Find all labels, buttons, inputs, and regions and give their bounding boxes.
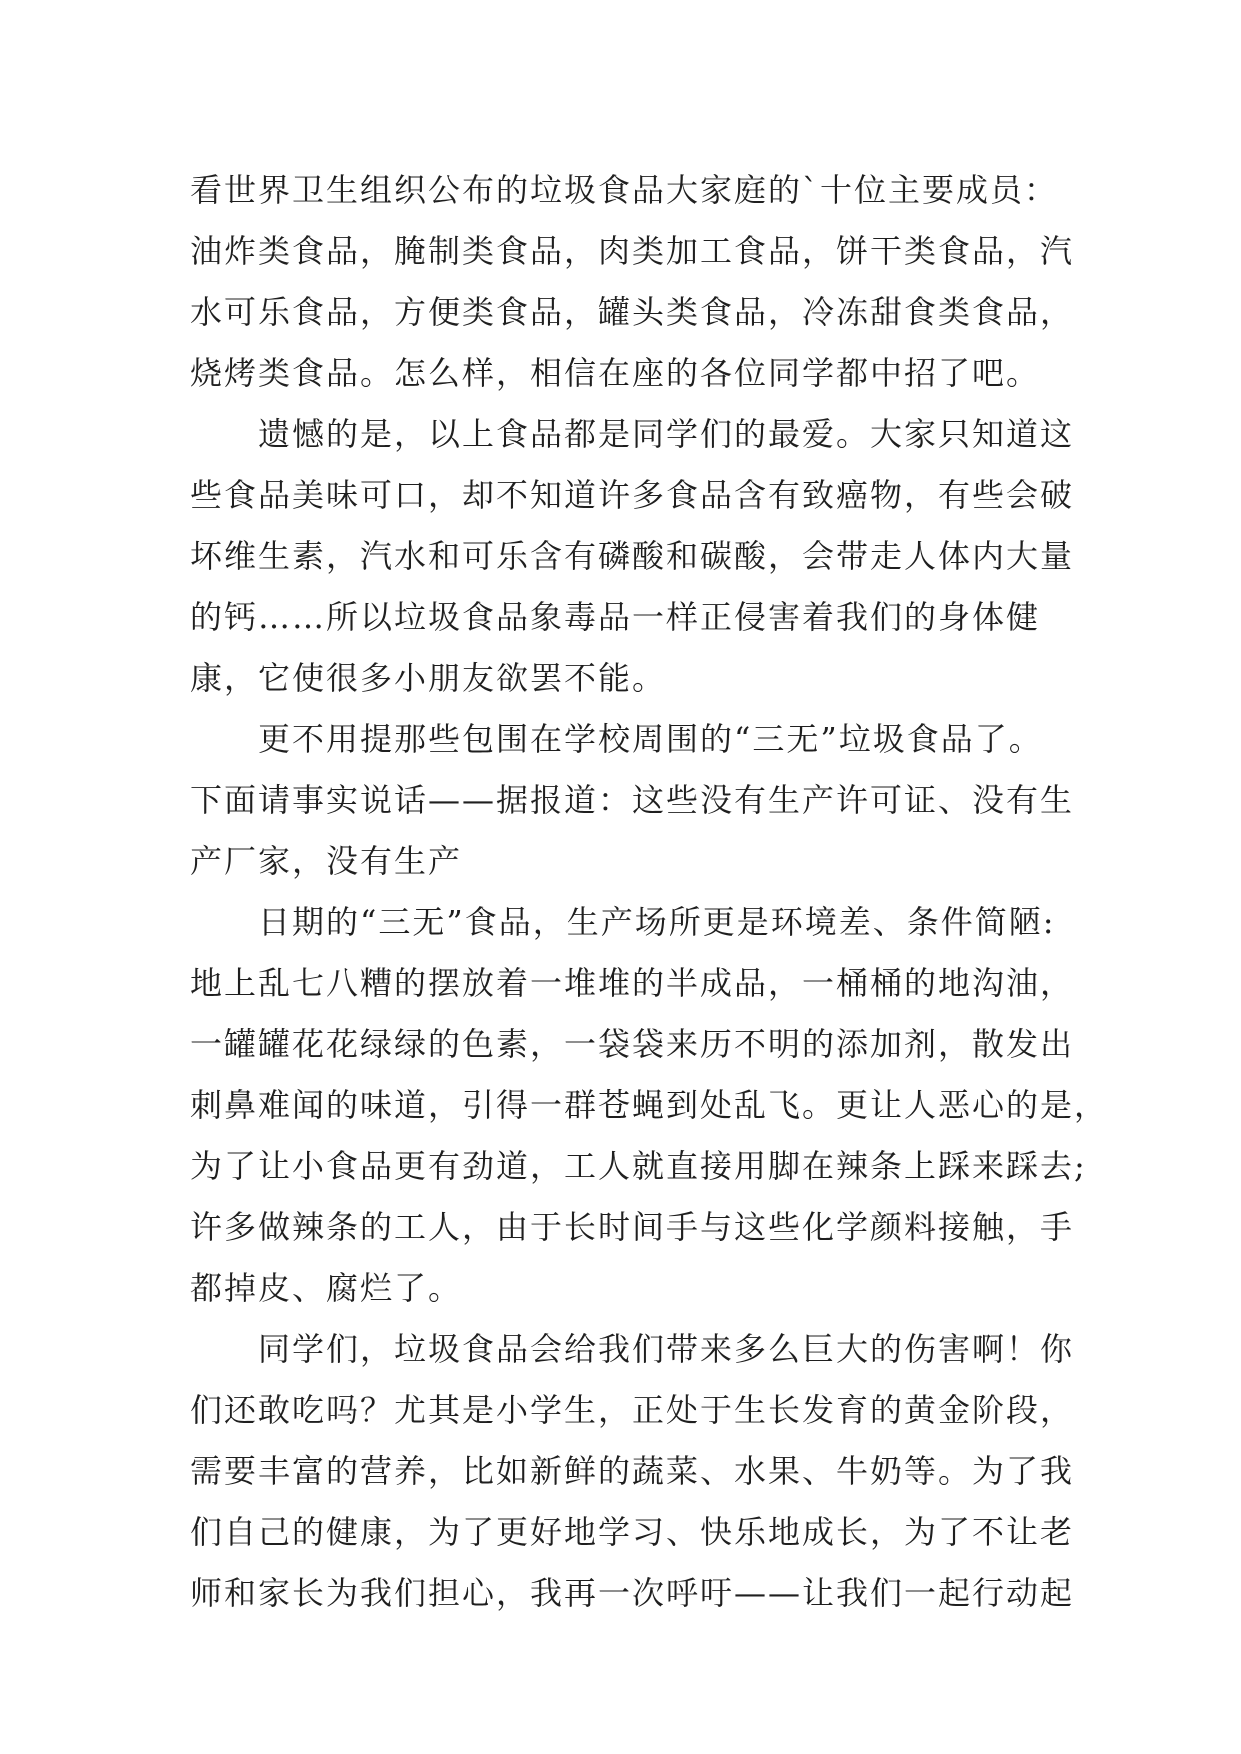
text-line: 康，它使很多小朋友欲罢不能。 — [190, 659, 667, 697]
text-line: 师和家长为我们担心，我再一次呼吁——让我们一起行动起 — [190, 1574, 1075, 1612]
text-line: 些食品美味可口，却不知道许多食品含有致癌物，有些会破 — [190, 476, 1075, 514]
text-line: 许多做辣条的工人，由于长时间手与这些化学颜料接触，手 — [190, 1208, 1075, 1246]
text-line: 为了让小食品更有劲道，工人就直接用脚在辣条上踩来踩去; — [190, 1147, 1087, 1185]
text-line: 的钙……所以垃圾食品象毒品一样正侵害着我们的身体健 — [190, 598, 1041, 636]
body-text — [190, 160, 1109, 1624]
text-line: 需要丰富的营养，比如新鲜的蔬菜、水果、牛奶等。为了我 — [190, 1452, 1075, 1490]
text-line: 日期的“三无”食品，生产场所更是环境差、条件简陋: — [258, 903, 1056, 941]
text-line: 遗憾的是，以上食品都是同学们的最爱。大家只知道这 — [258, 415, 1075, 453]
text-line: 坏维生素，汽水和可乐含有磷酸和碳酸，会带走人体内大量 — [190, 537, 1075, 575]
text-line: 产厂家，没有生产 — [190, 842, 463, 880]
text-line: 油炸类食品，腌制类食品，肉类加工食品，饼干类食品，汽 — [190, 232, 1075, 270]
text-line: 看世界卫生组织公布的垃圾食品大家庭的`十位主要成员： — [190, 171, 1059, 209]
text-line: 们还敢吃吗？尤其是小学生，正处于生长发育的黄金阶段， — [190, 1391, 1075, 1429]
text-line: 刺鼻难闻的味道，引得一群苍蝇到处乱飞。更让人恶心的是， — [190, 1086, 1109, 1124]
text-line: 烧烤类食品。怎么样，相信在座的各位同学都中招了吧。 — [190, 354, 1041, 392]
text-line: 地上乱七八糟的摆放着一堆堆的半成品，一桶桶的地沟油， — [190, 964, 1075, 1002]
text-line: 更不用提那些包围在学校周围的“三无”垃圾食品了。 — [258, 720, 1043, 758]
text-line: 们自己的健康，为了更好地学习、快乐地成长，为了不让老 — [190, 1513, 1075, 1551]
text-line: 一罐罐花花绿绿的色素，一袋袋来历不明的添加剂，散发出 — [190, 1025, 1075, 1063]
text-line: 同学们，垃圾食品会给我们带来多么巨大的伤害啊！你 — [258, 1330, 1075, 1368]
text-line: 都掉皮、腐烂了。 — [190, 1269, 463, 1307]
text-line: 下面请事实说话——据报道：这些没有生产许可证、没有生 — [190, 781, 1075, 819]
text-line: 水可乐食品，方便类食品，罐头类食品，冷冻甜食类食品， — [190, 293, 1075, 331]
